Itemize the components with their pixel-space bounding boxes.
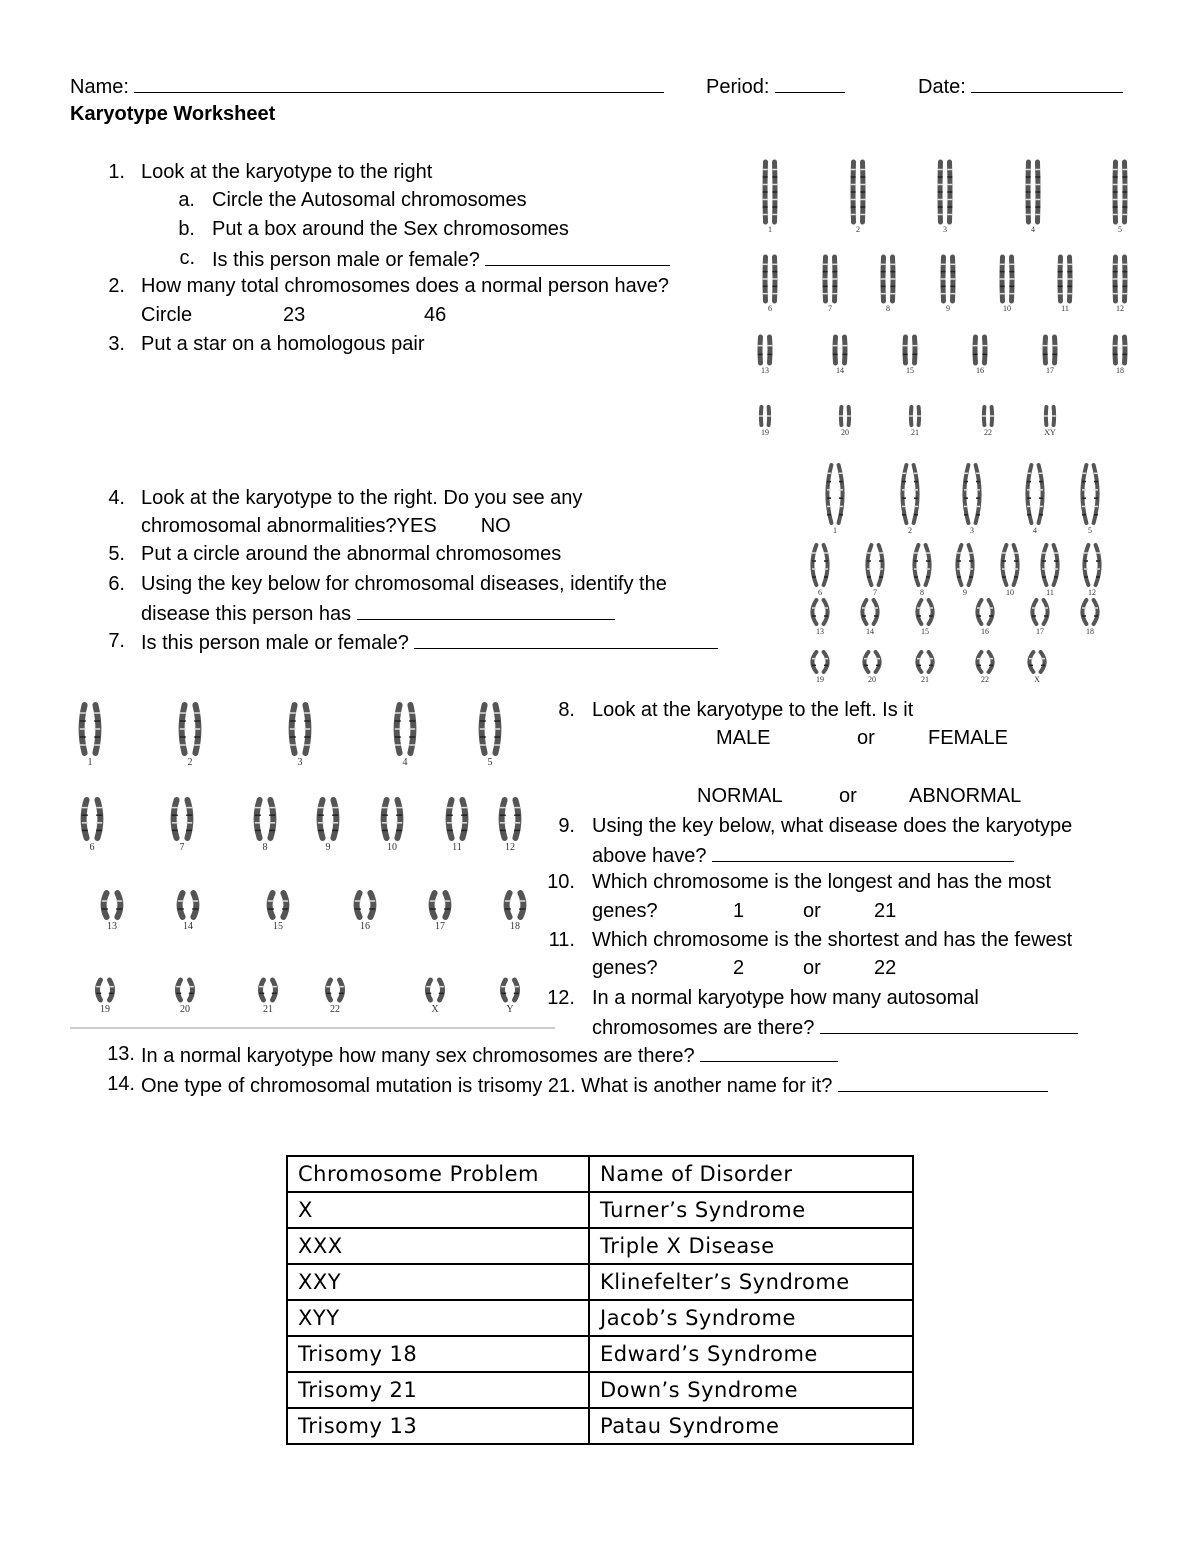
chromosome-number-label: 19	[816, 675, 824, 684]
chromosome-problem-cell: XXY	[287, 1264, 589, 1300]
chromosome-pair	[839, 407, 851, 425]
chromosome-pair	[938, 162, 953, 222]
chromosome-pair	[1032, 600, 1048, 624]
q1-text: Look at the karyotype to the right	[141, 161, 433, 183]
chromosome-pair	[430, 893, 450, 917]
chromosome-pair	[355, 893, 375, 917]
chromosome-number-label: 10	[1006, 588, 1014, 597]
chromosome-pair	[914, 545, 930, 585]
header-name-of-disorder: Name of Disorder	[589, 1156, 913, 1192]
chromosome-number-label: 2	[908, 526, 912, 535]
q6-line2	[141, 601, 615, 626]
q10-or: or	[803, 900, 821, 922]
chromosome-pair	[480, 705, 500, 753]
chromosome-pair	[957, 545, 973, 585]
karyotype-image-abnormal[interactable]	[800, 455, 1120, 695]
q8-option-normal[interactable]: NORMAL	[697, 785, 783, 807]
chromosome-number-label: 16	[360, 921, 370, 932]
chromosome-number-label: 18	[1086, 627, 1094, 636]
chromosome-number-label: 20	[841, 428, 849, 437]
q7-number: 7.	[108, 630, 125, 652]
chromosome-pair	[982, 407, 994, 425]
chromosome-number-label: XY	[1044, 428, 1056, 437]
chromosome-number-label: 9	[325, 842, 331, 853]
name-field	[70, 74, 664, 99]
chromosome-pair	[1043, 337, 1058, 363]
chromosome-pair	[395, 705, 415, 753]
q2-option-46[interactable]: 46	[424, 304, 447, 326]
chromosome-pair	[290, 705, 310, 753]
chromosome-number-label: 18	[1116, 366, 1124, 375]
q13-blank[interactable]	[700, 1043, 838, 1062]
period-field	[706, 74, 845, 99]
chromosome-pair	[255, 800, 275, 838]
chromosome-number-label: 1	[87, 757, 93, 768]
chromosome-number-label: 6	[768, 304, 772, 313]
chromosome-pair	[180, 705, 200, 753]
chromosome-number-label: 22	[981, 675, 989, 684]
chromosome-number-label: 3	[943, 225, 947, 234]
chromosome-number-label: 22	[984, 428, 992, 437]
chromosome-pair	[326, 980, 344, 1000]
q3-text: Put a star on a homologous pair	[141, 333, 425, 355]
q10-text-line2: genes?	[592, 900, 658, 922]
chromosome-number-label: 4	[402, 757, 408, 768]
chromosome-number-label: 8	[886, 304, 890, 313]
chromosome-number-label: 6	[89, 842, 95, 853]
page-title: Karyotype Worksheet	[70, 103, 276, 125]
q8-option-male[interactable]: MALE	[716, 727, 771, 749]
q8-option-abnormal[interactable]: ABNORMAL	[909, 785, 1022, 807]
q12-line2	[592, 1015, 1078, 1040]
disorder-name-cell: Klinefelter’s Syndrome	[589, 1264, 913, 1300]
chromosome-number-label: 17	[1036, 627, 1044, 636]
chromosome-number-label: 22	[330, 1004, 340, 1015]
chromosome-pair	[917, 652, 933, 672]
chromosome-pair	[862, 600, 878, 624]
chromosome-pair	[178, 893, 198, 917]
chromosome-pair	[1082, 465, 1098, 523]
q1-number: 1.	[108, 161, 125, 183]
q9-text-line2: above have?	[592, 845, 707, 867]
chromosome-number-label: 11	[1046, 588, 1054, 597]
chromosome-pair	[382, 800, 402, 838]
chromosome-problem-cell: X	[287, 1192, 589, 1228]
chromosome-pair	[500, 800, 520, 838]
chromosome-pair	[973, 337, 988, 363]
disorder-name-cell: Down’s Syndrome	[589, 1372, 913, 1408]
chromosome-number-label: 7	[828, 304, 832, 313]
q1b-text: Put a box around the Sex chromosomes	[212, 218, 569, 240]
chromosome-pair	[1026, 162, 1041, 222]
q4-option-yes[interactable]: YES	[396, 515, 437, 537]
q14-line	[141, 1073, 1048, 1098]
disorder-name-cell: Triple X Disease	[589, 1228, 913, 1264]
chromosome-number-label: 13	[107, 921, 117, 932]
chromosome-pair	[259, 980, 277, 1000]
q2-circle-label: Circle	[141, 304, 193, 326]
q1a-letter: a.	[178, 189, 195, 211]
table-row	[287, 1192, 913, 1228]
q1b-letter: b.	[178, 218, 195, 240]
q12-number: 12.	[547, 987, 575, 1009]
q5-text: Put a circle around the abnormal chromosomes	[141, 543, 562, 565]
q1c-blank[interactable]	[485, 247, 670, 266]
q11-option-2[interactable]: 2	[733, 957, 745, 979]
chromosome-pair	[268, 893, 288, 917]
chromosome-number-label: 15	[273, 921, 283, 932]
period-label: Period:	[706, 76, 770, 98]
chromosome-number-label: X	[1034, 675, 1040, 684]
chromosome-number-label: 10	[1003, 304, 1011, 313]
q11-option-22[interactable]: 22	[874, 957, 897, 979]
q10-option-21[interactable]: 21	[874, 900, 897, 922]
chromosome-number-label: 19	[761, 428, 769, 437]
chromosome-number-label: 1	[768, 225, 772, 234]
chromosome-number-label: 7	[179, 842, 185, 853]
q8-or-2: or	[839, 785, 857, 807]
q12-text-line2: chromosomes are there?	[592, 1017, 815, 1039]
chromosome-pair	[867, 545, 883, 585]
chromosome-pair	[80, 705, 100, 753]
chromosome-number-label: 18	[510, 921, 520, 932]
chromosome-problem-cell: XYY	[287, 1300, 589, 1336]
chromosome-number-label: 2	[187, 757, 193, 768]
chromosome-problem-cell: Trisomy 21	[287, 1372, 589, 1408]
q2-text: How many total chromosomes does a normal person have?	[141, 275, 670, 297]
chromosome-number-label: 3	[970, 526, 974, 535]
chromosome-pair	[833, 337, 848, 363]
karyotype-image-left[interactable]	[70, 695, 555, 1030]
chromosome-number-label: 14	[866, 627, 874, 636]
q12-text-line1: In a normal karyotype how many autosomal	[592, 987, 979, 1009]
q1c-line	[212, 247, 670, 272]
q9-number: 9.	[558, 815, 575, 837]
q8-number: 8.	[558, 699, 575, 721]
date-label: Date:	[918, 76, 966, 98]
chromosome-pair	[812, 600, 828, 624]
chromosome-pair	[763, 162, 778, 222]
chromosome-number-label: 15	[921, 627, 929, 636]
q13-number: 13.	[107, 1043, 135, 1065]
chromosome-number-label: 16	[976, 366, 984, 375]
chromosome-number-label: 11	[1061, 304, 1069, 313]
chromosome-number-label: 8	[262, 842, 268, 853]
chromosome-pair	[505, 893, 525, 917]
chromosome-pair	[96, 980, 114, 1000]
chromosome-number-label: 11	[452, 842, 462, 853]
chromosome-number-label: 5	[1088, 526, 1092, 535]
chromosome-pair	[903, 337, 918, 363]
q14-text: One type of chromosomal mutation is trisomy 21. What is another name for it?	[141, 1075, 833, 1097]
q2-option-23[interactable]: 23	[283, 304, 306, 326]
q2-number: 2.	[108, 275, 125, 297]
disorder-name-cell: Edward’s Syndrome	[589, 1336, 913, 1372]
chromosome-pair	[1084, 545, 1100, 585]
chromosome-pair	[977, 652, 993, 672]
q14-blank[interactable]	[838, 1073, 1048, 1092]
chromosome-number-label: 2	[856, 225, 860, 234]
name-blank[interactable]	[134, 74, 664, 93]
date-blank[interactable]	[971, 74, 1123, 93]
q6-blank[interactable]	[357, 601, 615, 620]
q7-line	[141, 630, 718, 655]
chromosome-number-label: 3	[297, 757, 303, 768]
chromosome-number-label: 5	[1118, 225, 1122, 234]
q4-text-line2: chromosomal abnormalities?	[141, 515, 397, 537]
chromosome-pair	[941, 257, 956, 301]
chromosome-number-label: Y	[506, 1004, 514, 1015]
chromosome-number-label: 16	[981, 627, 989, 636]
chromosome-number-label: 21	[921, 675, 929, 684]
q7-blank[interactable]	[414, 630, 718, 649]
q7-text: Is this person male or female?	[141, 632, 409, 654]
q13-text: In a normal karyotype how many sex chromosomes are there?	[141, 1045, 695, 1067]
table-row	[287, 1264, 913, 1300]
chromosome-number-label: 1	[833, 526, 837, 535]
q8-option-female[interactable]: FEMALE	[928, 727, 1009, 749]
q1c-text: Is this person male or female?	[212, 249, 480, 271]
chromosome-pair	[1113, 162, 1128, 222]
q8-or-1: or	[857, 727, 875, 749]
chromosome-number-label: 12	[505, 842, 515, 853]
chromosome-pair	[812, 652, 828, 672]
name-label: Name:	[70, 76, 129, 98]
chromosome-number-label: 12	[1088, 588, 1096, 597]
chromosome-pair	[1082, 600, 1098, 624]
chromosome-pair	[827, 465, 843, 523]
q9-blank[interactable]	[712, 843, 1014, 862]
chromosome-number-label: 17	[435, 921, 445, 932]
chromosome-number-label: 13	[761, 366, 769, 375]
chromosome-pair	[902, 465, 918, 523]
table-row	[287, 1336, 913, 1372]
chromosome-number-label: 15	[906, 366, 914, 375]
chromosome-number-label: 5	[487, 757, 493, 768]
chromosome-number-label: 13	[816, 627, 824, 636]
chromosome-number-label: 12	[1116, 304, 1124, 313]
disorder-key-table	[286, 1155, 914, 1445]
chromosome-number-label: 19	[100, 1004, 110, 1015]
chromosome-number-label: 4	[1031, 225, 1035, 234]
chromosome-pair	[917, 600, 933, 624]
q14-number: 14.	[107, 1073, 135, 1095]
chromosome-pair	[1113, 257, 1128, 301]
chromosome-pair	[758, 337, 773, 363]
q1c-letter: c.	[179, 247, 195, 269]
chromosome-number-label: 21	[911, 428, 919, 437]
q4-text-line2-wrap	[141, 515, 511, 538]
q11-text-line1: Which chromosome is the shortest and has the fewest	[592, 929, 1073, 951]
chromosome-pair	[1002, 545, 1018, 585]
q13-line	[141, 1043, 838, 1068]
chromosome-pair	[881, 257, 896, 301]
chromosome-number-label: 8	[920, 588, 924, 597]
q4-text-line1: Look at the karyotype to the right. Do you see any	[141, 487, 583, 509]
chromosome-pair	[864, 652, 880, 672]
chromosome-pair	[102, 893, 122, 917]
chromosome-number-label: 20	[868, 675, 876, 684]
disorder-name-cell: Turner’s Syndrome	[589, 1192, 913, 1228]
chromosome-pair	[1029, 652, 1045, 672]
chromosome-pair	[1000, 257, 1015, 301]
q12-blank[interactable]	[820, 1015, 1078, 1034]
q4-number: 4.	[108, 487, 125, 509]
header-chromosome-problem: Chromosome Problem	[287, 1156, 589, 1192]
chromosome-pair	[812, 545, 828, 585]
chromosome-number-label: 20	[180, 1004, 190, 1015]
table-row	[287, 1228, 913, 1264]
chromosome-pair	[964, 465, 980, 523]
chromosome-pair	[759, 407, 771, 425]
q1a-text: Circle the Autosomal chromosomes	[212, 189, 527, 211]
table-row	[287, 1372, 913, 1408]
q10-number: 10.	[547, 871, 575, 893]
table-row	[287, 1300, 913, 1336]
q6-text-line1: Using the key below for chromosomal diseases, identify the	[141, 573, 667, 595]
chromosome-pair	[909, 407, 921, 425]
karyotype-image-male[interactable]	[745, 152, 1145, 447]
q11-or: or	[803, 957, 821, 979]
chromosome-number-label: 21	[263, 1004, 273, 1015]
chromosome-pair	[1113, 337, 1128, 363]
q3-number: 3.	[108, 333, 125, 355]
q11-number: 11.	[548, 929, 575, 951]
chromosome-pair	[1044, 407, 1056, 425]
chromosome-pair	[176, 980, 194, 1000]
chromosome-problem-cell: Trisomy 13	[287, 1408, 589, 1444]
chromosome-pair	[82, 800, 102, 838]
q9-line2	[592, 843, 1014, 868]
chromosome-pair	[1058, 257, 1073, 301]
chromosome-pair	[447, 800, 467, 838]
chromosome-pair	[823, 257, 838, 301]
period-blank[interactable]	[775, 74, 845, 93]
chromosome-number-label: 9	[963, 588, 967, 597]
q5-number: 5.	[108, 543, 125, 565]
chromosome-pair	[501, 980, 519, 1000]
chromosome-number-label: 7	[873, 588, 877, 597]
q10-option-1[interactable]: 1	[733, 900, 745, 922]
q8-text: Look at the karyotype to the left. Is it	[592, 699, 914, 721]
disorder-name-cell: Jacob’s Syndrome	[589, 1300, 913, 1336]
chromosome-pair	[426, 980, 444, 1000]
chromosome-number-label: 14	[183, 921, 193, 932]
chromosome-problem-cell: XXX	[287, 1228, 589, 1264]
chromosome-number-label: 4	[1033, 526, 1037, 535]
date-field	[918, 74, 1123, 99]
chromosome-pair	[318, 800, 338, 838]
chromosome-pair	[1042, 545, 1058, 585]
chromosome-pair	[1027, 465, 1043, 523]
chromosome-pair	[763, 257, 778, 301]
chromosome-number-label: X	[431, 1004, 439, 1015]
chromosome-number-label: 6	[818, 588, 822, 597]
disorder-name-cell: Patau Syndrome	[589, 1408, 913, 1444]
q6-text-line2: disease this person has	[141, 603, 352, 625]
q6-number: 6.	[108, 573, 125, 595]
chromosome-number-label: 14	[836, 366, 844, 375]
q9-text-line1: Using the key below, what disease does the karyotype	[592, 815, 1073, 837]
chromosome-number-label: 9	[946, 304, 950, 313]
chromosome-pair	[172, 800, 192, 838]
table-row	[287, 1408, 913, 1444]
q4-option-no[interactable]: NO	[480, 515, 511, 537]
table-header-row	[287, 1156, 913, 1192]
chromosome-problem-cell: Trisomy 18	[287, 1336, 589, 1372]
q11-text-line2: genes?	[592, 957, 658, 979]
q10-text-line1: Which chromosome is the longest and has the most	[592, 871, 1052, 893]
chromosome-number-label: 10	[387, 842, 397, 853]
chromosome-pair	[851, 162, 866, 222]
chromosome-pair	[977, 600, 993, 624]
chromosome-number-label: 17	[1046, 366, 1054, 375]
